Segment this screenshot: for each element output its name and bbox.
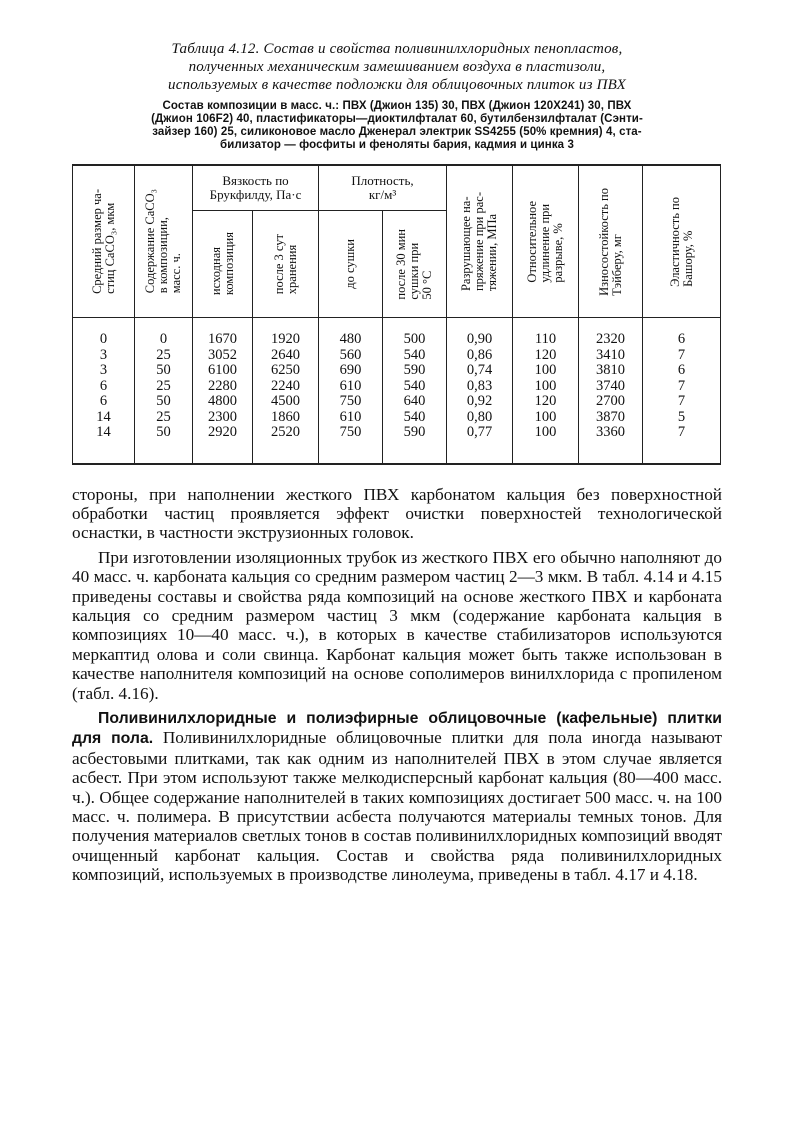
table-cell: 7 xyxy=(643,394,721,410)
table-cell: 0,77 xyxy=(447,425,513,464)
table-cell: 4500 xyxy=(253,394,319,410)
table-cell: 0,83 xyxy=(447,379,513,395)
header-density-group: Плотность, кг/м³ xyxy=(319,165,447,211)
page xyxy=(72,40,722,890)
table-cell: 610 xyxy=(319,410,383,426)
table-cell: 540 xyxy=(383,379,447,395)
table-cell: 3052 xyxy=(193,348,253,364)
table-composition-note xyxy=(72,100,722,152)
header-dens-before: до сушки xyxy=(319,211,383,318)
table-cell: 640 xyxy=(383,394,447,410)
table-cell: 25 xyxy=(135,379,193,395)
table-cell: 1860 xyxy=(253,410,319,426)
table-cell: 560 xyxy=(319,348,383,364)
table-cell: 1670 xyxy=(193,318,253,348)
header-dens-after: после 30 мин сушки при 50 °С xyxy=(383,211,447,318)
table-cell: 7 xyxy=(643,379,721,395)
table-cell: 610 xyxy=(319,379,383,395)
table-cell: 4800 xyxy=(193,394,253,410)
table-cell: 6 xyxy=(73,394,135,410)
table-cell: 7 xyxy=(643,425,721,464)
table-cell: 25 xyxy=(135,410,193,426)
table-cell: 0 xyxy=(73,318,135,348)
paragraph-1: стороны, при наполнении жесткого ПВХ карбонатом кальция без поверхностной обработки частиц проявляется эффект очистки поверхностей технологической оснастки, в частности экструзионных головок. xyxy=(72,484,722,543)
header-abrasion: Износостойкость по Тэйберу, мг xyxy=(579,165,643,318)
header-viscosity-group: Вязкость по Брукфилду, Па·с xyxy=(193,165,319,211)
table-cell: 100 xyxy=(513,363,579,379)
table-cell: 2320 xyxy=(579,318,643,348)
header-particle-size: Средний размер ча- стиц CaCO₃, мкм xyxy=(73,165,135,318)
table-cell: 690 xyxy=(319,363,383,379)
table-cell: 3740 xyxy=(579,379,643,395)
table-cell: 6100 xyxy=(193,363,253,379)
table-cell: 6 xyxy=(73,379,135,395)
table-cell: 750 xyxy=(319,394,383,410)
table-cell: 100 xyxy=(513,425,579,464)
table-cell: 0 xyxy=(135,318,193,348)
table-cell: 6 xyxy=(643,363,721,379)
table-row xyxy=(73,410,721,426)
paragraph-2: При изготовлении изоляционных трубок из жесткого ПВХ его обычно наполняют до 40 масс. ч. карбоната кальция со средним размером частиц 2—3 мкм. В табл. 4.14 и 4.15 приведены составы и свойства ряда композиций на основе жесткого ПВХ и карбоната кальция со средним размером частиц 3 мкм (содержание карбоната кальция в композициях 10—40 масс. ч.), в которых в качестве стабилизаторов используются меркаптид олова и соли свинца. Карбонат кальция может быть также использован в качестве наполнителя композиций на основе сополимеров винилхлорида с пропиленом (табл. 4.16). xyxy=(72,547,722,703)
paragraph-3-body: Поливинилхлоридные облицовочные плитки для пола иногда называют асбестовыми плитками, так как одним из наполнителей ПВХ в этом случае является асбест. При этом используют также мелкодисперсный карбонат кальция (80—400 масс. ч.). Общее содержание наполнителей в таких композициях достигает 500 масс. ч. на 100 масс. ч. полимера. В присутствии асбеста получаются материалы темных тонов. Для получения материалов светлых тонов в состав поливинилхлоридных композиций вводят очищенный карбонат кальция. Состав и свойства ряда поливинилхлоридных композиций, используемых в производстве линолеума, приведены в табл. 4.17 и 4.18. xyxy=(72,728,722,885)
table-cell: 540 xyxy=(383,410,447,426)
table-cell: 2920 xyxy=(193,425,253,464)
composition-line: зайзер 160) 25, силиконовое масло Дженерал электрик SS4255 (50% кремния) 4, ста- xyxy=(152,126,642,138)
table-cell: 590 xyxy=(383,425,447,464)
table-cell: 3810 xyxy=(579,363,643,379)
table-cell: 0,90 xyxy=(447,318,513,348)
composition-line: (Джион 106F2) 40, пластификаторы—диоктилфталат 60, бутилбензилфталат (Сэнти- xyxy=(151,113,643,125)
caption-line: используемых в качестве подложки для облицовочных плиток из ПВХ xyxy=(168,77,626,93)
header-elasticity: Эластичность по Башору, % xyxy=(643,165,721,318)
table-cell: 7 xyxy=(643,348,721,364)
header-visc-initial: исходная композиция xyxy=(193,211,253,318)
properties-table xyxy=(72,164,721,465)
table-cell: 0,74 xyxy=(447,363,513,379)
table-cell: 0,86 xyxy=(447,348,513,364)
table-cell: 50 xyxy=(135,363,193,379)
table-body xyxy=(73,318,721,464)
header-elongation: Относительное удлинение при разрыве, % xyxy=(513,165,579,318)
table-cell: 2280 xyxy=(193,379,253,395)
table-cell: 120 xyxy=(513,394,579,410)
table-cell: 110 xyxy=(513,318,579,348)
table-row xyxy=(73,318,721,348)
table-cell: 0,92 xyxy=(447,394,513,410)
table-cell: 2520 xyxy=(253,425,319,464)
table-caption xyxy=(72,40,722,94)
caption-line: Таблица 4.12. Состав и свойства поливинилхлоридных пенопластов, xyxy=(171,41,623,57)
table-cell: 3410 xyxy=(579,348,643,364)
caption-line: полученных механическим замешиванием воздуха в пластизоли, xyxy=(188,59,606,75)
composition-line: Состав композиции в масс. ч.: ПВХ (Джион 135) 30, ПВХ (Джион 120Х241) 30, ПВХ xyxy=(162,100,632,112)
table-cell: 2700 xyxy=(579,394,643,410)
table-cell: 14 xyxy=(73,410,135,426)
composition-line: билизатор — фосфиты и феноляты бария, кадмия и цинка 3 xyxy=(220,139,574,151)
table-cell: 5 xyxy=(643,410,721,426)
table-row xyxy=(73,363,721,379)
table-row xyxy=(73,379,721,395)
paragraph-3 xyxy=(72,708,722,885)
table-cell: 2240 xyxy=(253,379,319,395)
table-cell: 2640 xyxy=(253,348,319,364)
header-caco3-content: Содержание CaCO₃ в композиции, масс. ч. xyxy=(135,165,193,318)
header-visc-3days: после 3 сут хранения xyxy=(253,211,319,318)
table-cell: 6250 xyxy=(253,363,319,379)
table-cell: 750 xyxy=(319,425,383,464)
table-cell: 50 xyxy=(135,394,193,410)
table-row xyxy=(73,425,721,464)
table-cell: 2300 xyxy=(193,410,253,426)
table-cell: 3870 xyxy=(579,410,643,426)
body-text xyxy=(72,485,722,885)
table-cell: 590 xyxy=(383,363,447,379)
table-cell: 6 xyxy=(643,318,721,348)
table-cell: 120 xyxy=(513,348,579,364)
table-cell: 3 xyxy=(73,348,135,364)
table-cell: 540 xyxy=(383,348,447,364)
table-row xyxy=(73,348,721,364)
table-cell: 14 xyxy=(73,425,135,464)
table-cell: 3360 xyxy=(579,425,643,464)
table-cell: 3 xyxy=(73,363,135,379)
table-cell: 50 xyxy=(135,425,193,464)
table-cell: 25 xyxy=(135,348,193,364)
table-row xyxy=(73,394,721,410)
header-tensile-stress: Разрушающее на- пряжение при рас- тяжении, МПа xyxy=(447,165,513,318)
table-cell: 100 xyxy=(513,379,579,395)
table-cell: 0,80 xyxy=(447,410,513,426)
table-cell: 480 xyxy=(319,318,383,348)
table-cell: 100 xyxy=(513,410,579,426)
section-heading: Поливинилхлоридные и полиэфирные облицовочные (кафельные) плитки для пола. xyxy=(72,709,722,748)
table-cell: 1920 xyxy=(253,318,319,348)
table-cell: 500 xyxy=(383,318,447,348)
